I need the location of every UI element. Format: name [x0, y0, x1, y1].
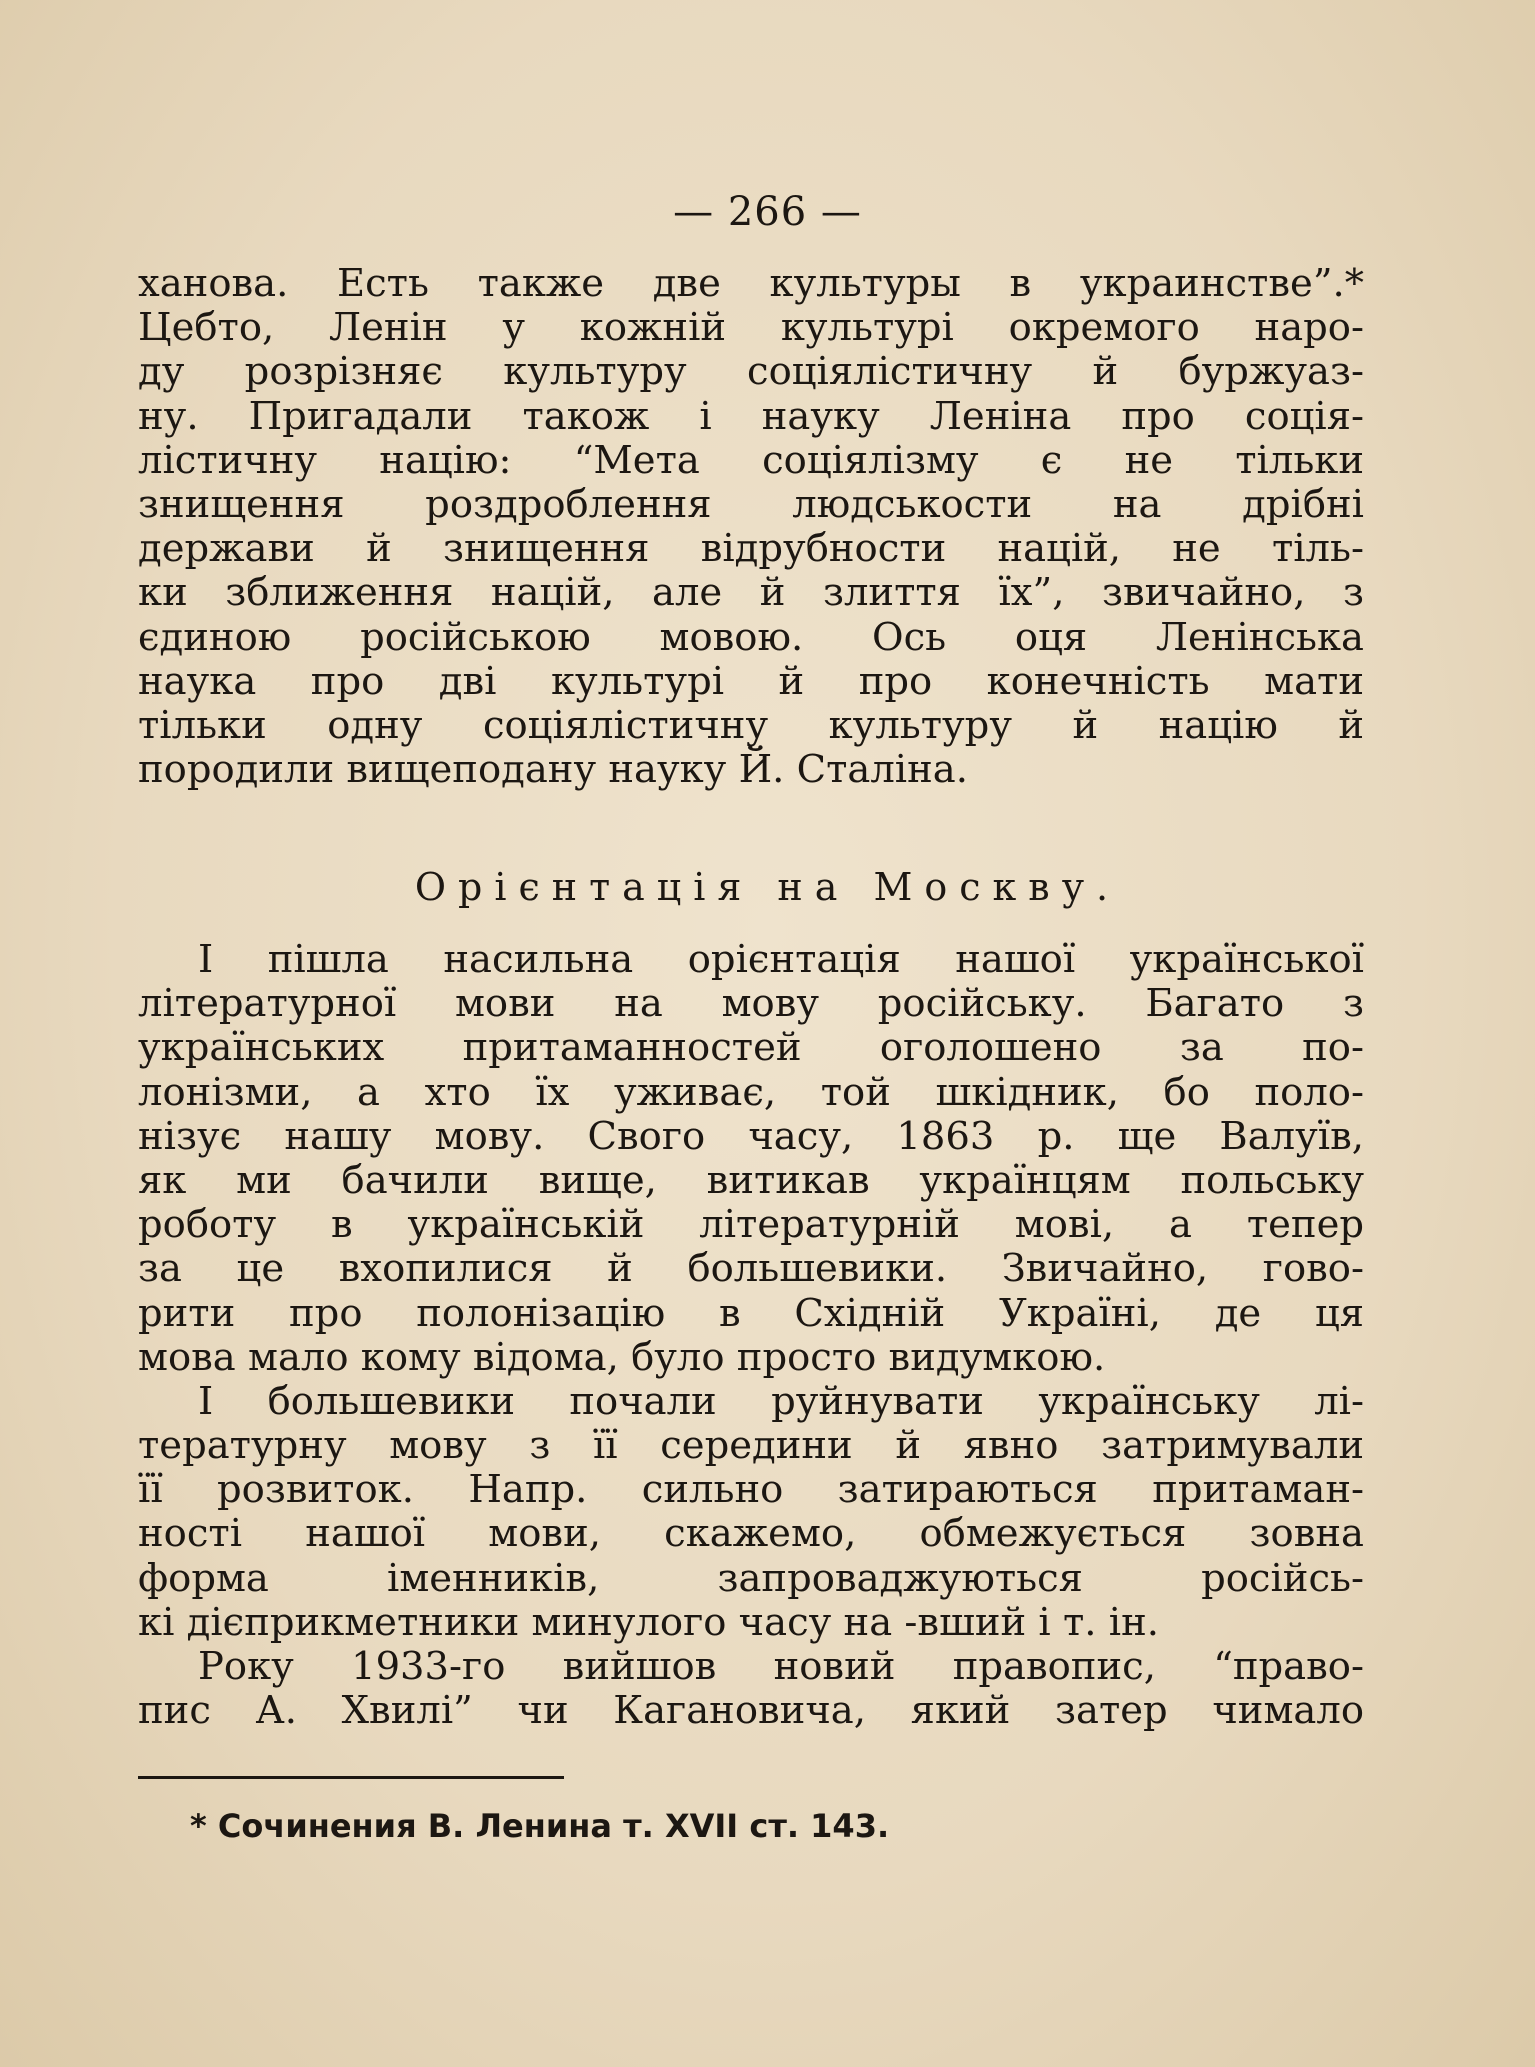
- page-number: — 266 —: [673, 189, 862, 235]
- section-body: [138, 938, 1364, 1733]
- text-line: ханова. Есть также две культуры в украинстве”.*: [138, 261, 1364, 306]
- text-line: знищення роздроблення людськости на дрібні: [138, 481, 1364, 527]
- text-line: тільки одну соціялістичну культуру й націю й: [138, 702, 1364, 748]
- text-line: форма іменників, запроваджуються російсь-: [138, 1555, 1364, 1601]
- text-line: ності нашої мови, скажемо, обмежується зовна: [138, 1511, 1364, 1557]
- footnote-divider: [138, 1776, 564, 1779]
- text-line: лістичну націю: “Мета соціялізму є не тільки: [138, 437, 1364, 483]
- text-line: тературну мову з її середини й явно затримували: [138, 1423, 1364, 1469]
- section-heading: Орієнтація на Москву.: [414, 865, 1121, 909]
- text-line: Цебто, Ленін у кожній культурі окремого наро-: [138, 305, 1364, 351]
- text-line: українських притаманностей оголошено за по-: [138, 1025, 1364, 1071]
- text-line: її розвиток. Напр. сильно затираються притаман-: [138, 1467, 1364, 1513]
- text-line: ну. Пригадали також і науку Леніна про соція-: [138, 393, 1364, 439]
- text-line: кі дієприкметники минулого часу на -вший і т. ін.: [138, 1599, 1159, 1645]
- text-line: лонізми, а хто їх уживає, той шкідник, бо поло-: [138, 1069, 1364, 1115]
- footnote: * Сочинения В. Ленина т. XVII ст. 143.: [190, 1807, 890, 1845]
- text-line: роботу в українській літературній мові, а тепер: [138, 1202, 1364, 1248]
- text-line: ки зближення націй, але й злиття їх”, звичайно, з: [138, 570, 1364, 616]
- text-line: породили вищеподану науку Й. Сталіна.: [138, 747, 968, 793]
- text-line: І большевики почали руйнувати українську лі-: [198, 1378, 1364, 1424]
- text-line: Року 1933-го вийшов новий правопис, “право-: [198, 1644, 1364, 1689]
- text-line: як ми бачили вище, витикав українцям польську: [138, 1157, 1364, 1203]
- text-line: за це вхопилися й большевики. Звичайно, гово-: [138, 1246, 1364, 1292]
- text-line: наука про дві культурі й про конечність мати: [138, 658, 1364, 704]
- text-line: єдиною російською мовою. Ось оця Ленінська: [138, 614, 1364, 660]
- text-line: мова мало кому відома, було просто видумкою.: [138, 1334, 1106, 1380]
- text-line: літературної мови на мову російську. Багато з: [138, 981, 1364, 1027]
- text-line: І пішла насильна орієнтація нашої української: [198, 937, 1364, 982]
- text-line: рити про полонізацію в Східній Україні, де ця: [138, 1290, 1364, 1336]
- text-line: пис А. Хвилі” чи Кагановича, який затер чимало: [138, 1688, 1364, 1734]
- paragraph-continued: [138, 262, 1364, 792]
- text-line: ду розрізняє культуру соціялістичну й буржуаз-: [138, 349, 1364, 395]
- text-line: держави й знищення відрубности націй, не тіль-: [138, 526, 1364, 572]
- text-line: нізує нашу мову. Свого часу, 1863 р. ще Валуїв,: [138, 1113, 1364, 1159]
